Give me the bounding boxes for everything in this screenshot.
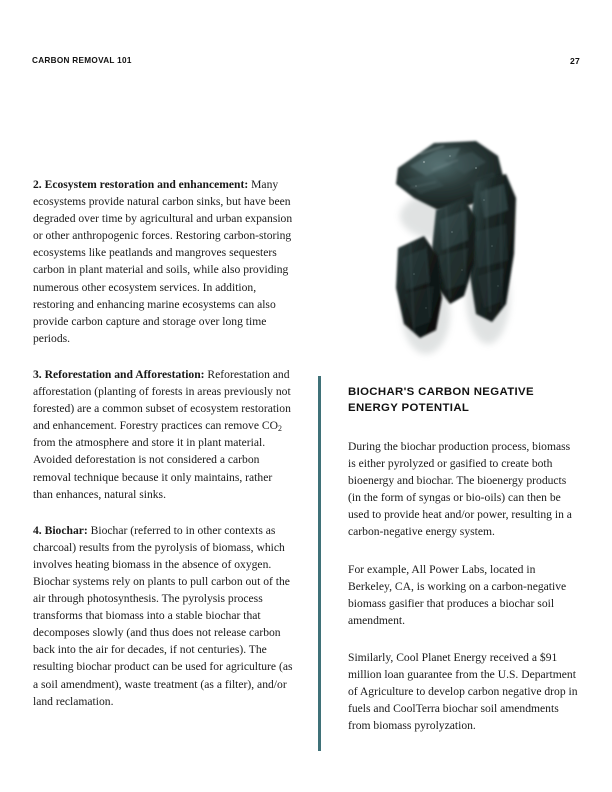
sidebar-column — [348, 384, 580, 734]
sidebar-paragraph: Similarly, Cool Planet Energy received a $91 million loan guarantee from the U.S. Department of Agriculture to develop carbon negative drop in fuels and CoolTerra biochar soil amendments from biomass pyrolyzation. — [348, 650, 578, 733]
paragraph-body-before-subscript: Reforestation and afforestation (planting of forests in areas previously not forested) are a common subset of ecosystem restoration and enhancement. Forestry practices can remove CO — [33, 367, 291, 433]
running-header — [32, 56, 580, 70]
sidebar-paragraph: During the biochar production process, biomass is either pyrolyzed or gasified to create both bioenergy and biochar. The bioenergy products (in the form of syngas or bio-oils) can then be used to provide heat and/or power, resulting in a carbon-negative energy system. — [348, 440, 572, 539]
co2-subscript: 2 — [277, 424, 282, 434]
running-header-title: CARBON REMOVAL 101 — [32, 56, 132, 65]
page-number: 27 — [570, 56, 580, 66]
main-text-column — [33, 176, 295, 710]
paragraph-body: Many ecosystems provide natural carbon sinks, but have been degraded over time by agricultural and urban expansion or other anthropogenic forces. Restoring carbon-storing ecosystems like peatlands and mangroves sequesters carbon in plant material and soils, while also providing numerous other ecosystem services. In addition, restoring and enhancing marine ecosystems can also provide carbon capture and storage over long time periods. — [33, 178, 293, 345]
paragraph-ecosystem-restoration — [33, 176, 295, 347]
sidebar-heading: BIOCHAR'S CARBON NEGATIVE ENERGY POTENTIAL — [348, 386, 534, 414]
paragraph-lead-in: 2. Ecosystem restoration and enhancement: — [33, 178, 249, 191]
paragraph-lead-in: 3. Reforestation and Afforestation: — [33, 367, 205, 381]
biochar-photo-figure — [380, 136, 530, 371]
paragraph-body: Biochar (referred to in other contexts as charcoal) results from the pyrolysis of biomass, which involves heating biomass in the absence of oxygen. Biochar systems rely on plants to pull carbon out of the air through photosynthesis. The pyrolysis process transforms that biomass into a stable biochar that decomposes slowly (and thus does not release carbon back into the air for decades, if not centuries). The resulting biochar product can be used for agriculture (as a soil amendment), waste treatment (as a filter), and/or land reclamation. — [33, 523, 293, 708]
sidebar-paragraph: For example, All Power Labs, located in Berkeley, CA, is working on a carbon-negative biomass gasifier that produces a biochar soil amendment. — [348, 562, 567, 627]
paragraph-reforestation — [33, 366, 295, 503]
paragraph-biochar — [33, 522, 295, 710]
paragraph-body-after-subscript: from the atmosphere and store it in plant material. Avoided deforestation is not considered a carbon removal technique because it only maintains, rather than enhances, natural sinks. — [33, 436, 273, 501]
biochar-photo-image — [380, 136, 530, 371]
paragraph-lead-in: 4. Biochar: — [33, 523, 88, 537]
column-divider-rule — [318, 376, 321, 751]
